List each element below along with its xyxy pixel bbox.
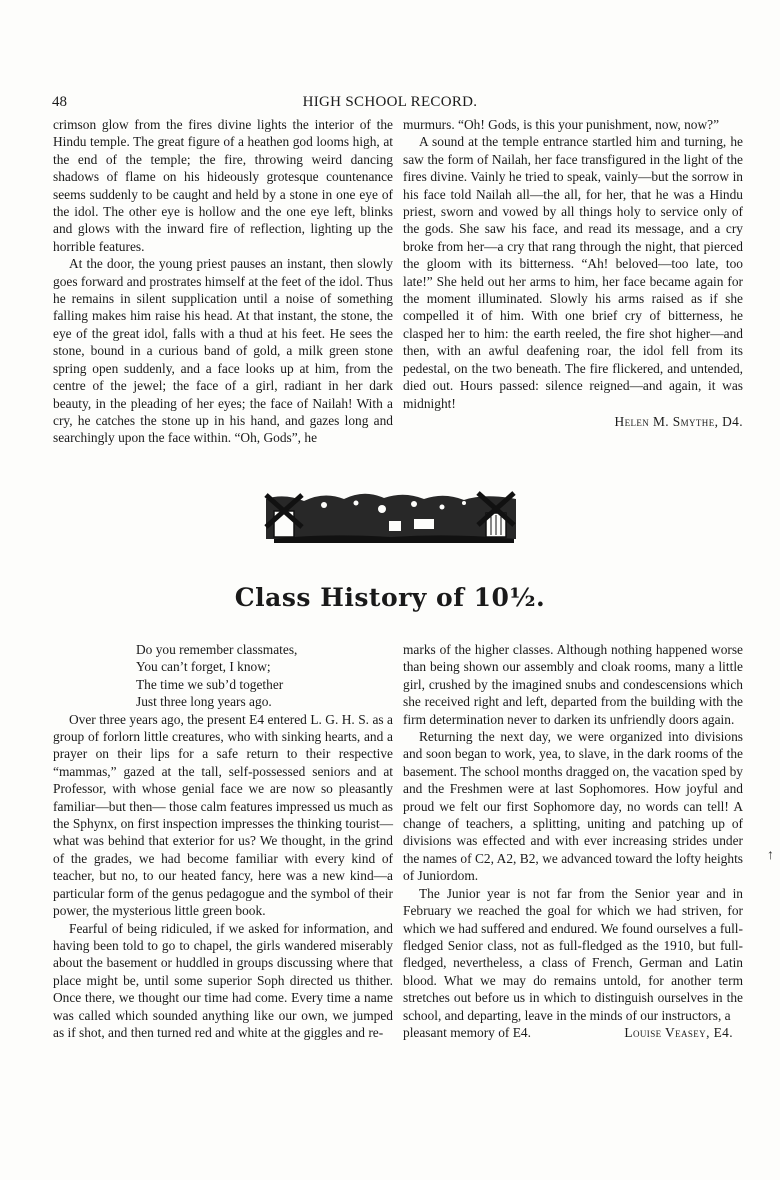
paragraph: crimson glow from the fires divine lights the interior of the Hindu temple. The great figure of a heathen god looms high, at the end of the temple; the fire, throwing weird dancing shadows of flame on his hideously grotesque countenance seems suddenly to be caught and held by a stone in one eye of the idol. The other eye is hollow and the one eye left, blinks and glows with the inward fire of reflection, lighting up the horrible features. (53, 117, 393, 254)
story-column-left (53, 116, 393, 447)
poem-line: Do you remember classmates, (136, 642, 298, 657)
article-column-right (403, 641, 743, 1041)
article-column-left (53, 641, 393, 1041)
closing-line (403, 1024, 743, 1041)
windmill-landscape-vignette-icon (264, 489, 518, 545)
paragraph: A sound at the temple entrance startled him and turning, he saw the form of Nailah, her face transfigured in the light of the fires divine. Vainly he tried to speak, vainly—but the sorrow in his face told Nailah all—the all, for her, that he was a Hindu priest, sworn and vowed by all things holy to service only of the gods. She saw his face, and read its message, and a cry broke from her—a cry that rang through the night, that pierced the gloom with its bitterness. “Ah! beloved—too late, too late!” She held out her arms to him, her face became again for the moment illuminated. Slowly his arms raised as if she compelled it of him. With one brief cry of bitterness, he clasped her to him: the earth reeled, the fire shot higher—and then, with an awful deafening roar, the idol fell from its pedestal, on the two beneath. The fire flickered, and untended, died out. Hours passed: silence reigned—and again, it was midnight! (403, 134, 743, 411)
author-signature: Helen M. Smythe, D4. (614, 413, 743, 429)
paragraph-end: pleasant memory of E4. (403, 1024, 531, 1040)
poem-line: You can’t forget, I know; (136, 659, 271, 675)
page-number: 48 (52, 94, 67, 110)
margin-mark: ↑ (767, 848, 774, 863)
paragraph: marks of the higher classes. Although nothing happened worse than being shown our assembly and cloak rooms, many a little girl, crushed by the imagined snubs and condescensions which she received right and left, departed from the building with the firm determination never to darken its unfriendly doors again. (403, 642, 743, 727)
paragraph: The Junior year is not far from the Senior year and in February we reached the goal for which we had striven, for which we had suffered and endured. We found ourselves a full-fledged Senior class, not as full-fledged as the 1910, but full-fledged, nevertheless, a class of French, German and Latin blood. What we may do remains untold, for another term stretches out before us in which to distinguish ourselves in the school, and departing, leave in the minds of our instructors, a (403, 885, 743, 1023)
paragraph: Fearful of being ridiculed, if we asked for information, and having been told to go to chapel, the girls wandered miserably about the basement or huddled in groups discussing where that place might be, until some superior Soph directed us thither. Once there, we thought our time had come. Every time a name was called which sounded anything like our own, we jumped as if shot, and then turned red and white at the giggles and re- (53, 920, 393, 1040)
paragraph: At the door, the young priest pauses an instant, then slowly goes forward and prostrates himself at the feet of the idol. Thus he remains in silent supplication until a noise of something falling makes him raise his head. At that instant, the stone, the eye of the great idol, falls with a thud at his feet. He sees the stone, bound in a curious band of gold, a milk green stone spring open suddenly, and a face looks up at him, from the centre of the jewel; the face of a girl, radiant in her dark beauty, in the pleading of her eyes; the face of Nailah! With a cry, he catches the stone up in his hand, and gazes long and searchingly upon the face within. “Oh, Gods”, he (53, 256, 393, 446)
running-head: HIGH SCHOOL RECORD. (302, 94, 478, 110)
paragraph: Over three years ago, the present E4 entered L. G. H. S. as a group of forlorn little creatures, who with sinking hearts, and a prayer on their lips for a safe return to their respective “mammas,” gazed at the tall, self-possessed seniors and at Professor, with whose genial face we are now so pleasantly familiar—but then— those calm features impressed us much as the Sphynx, on first inspection impresses the thinking tourist—what was behind that exterior for us? We thought, in the grind of the grades, we had become familiar with every kind of teacher, but no, to our heated fancy, here was a new kind—a particular form of the genus pedagogue and the symbol of their power, the mysterious little green book. (53, 711, 393, 919)
article-title: Class History of 10½. (234, 583, 546, 612)
story-column-right (403, 116, 743, 430)
poem-line: Just three long years ago. (136, 694, 272, 710)
poem-line: The time we sub’d together (136, 676, 284, 692)
poem-stanza (53, 641, 393, 711)
paragraph: Returning the next day, we were organized into divisions and soon began to work, yea, to slave, in the dark rooms of the basement. The school months dragged on, the vacation sped by and the Freshmen were at last Sophomores. How joyful and proud we felt our first Sophomore day, no words can tell! A change of teachers, a splitting, uniting and patching up of divisions was effected and with ever increasing strides under the names of C2, A2, B2, we advanced toward the lofty heights of Juniordom. (403, 729, 743, 884)
paragraph: murmurs. “Oh! Gods, is this your punishment, now, now?” (403, 117, 720, 132)
author-signature: Louise Veasey, E4. (624, 1024, 733, 1040)
